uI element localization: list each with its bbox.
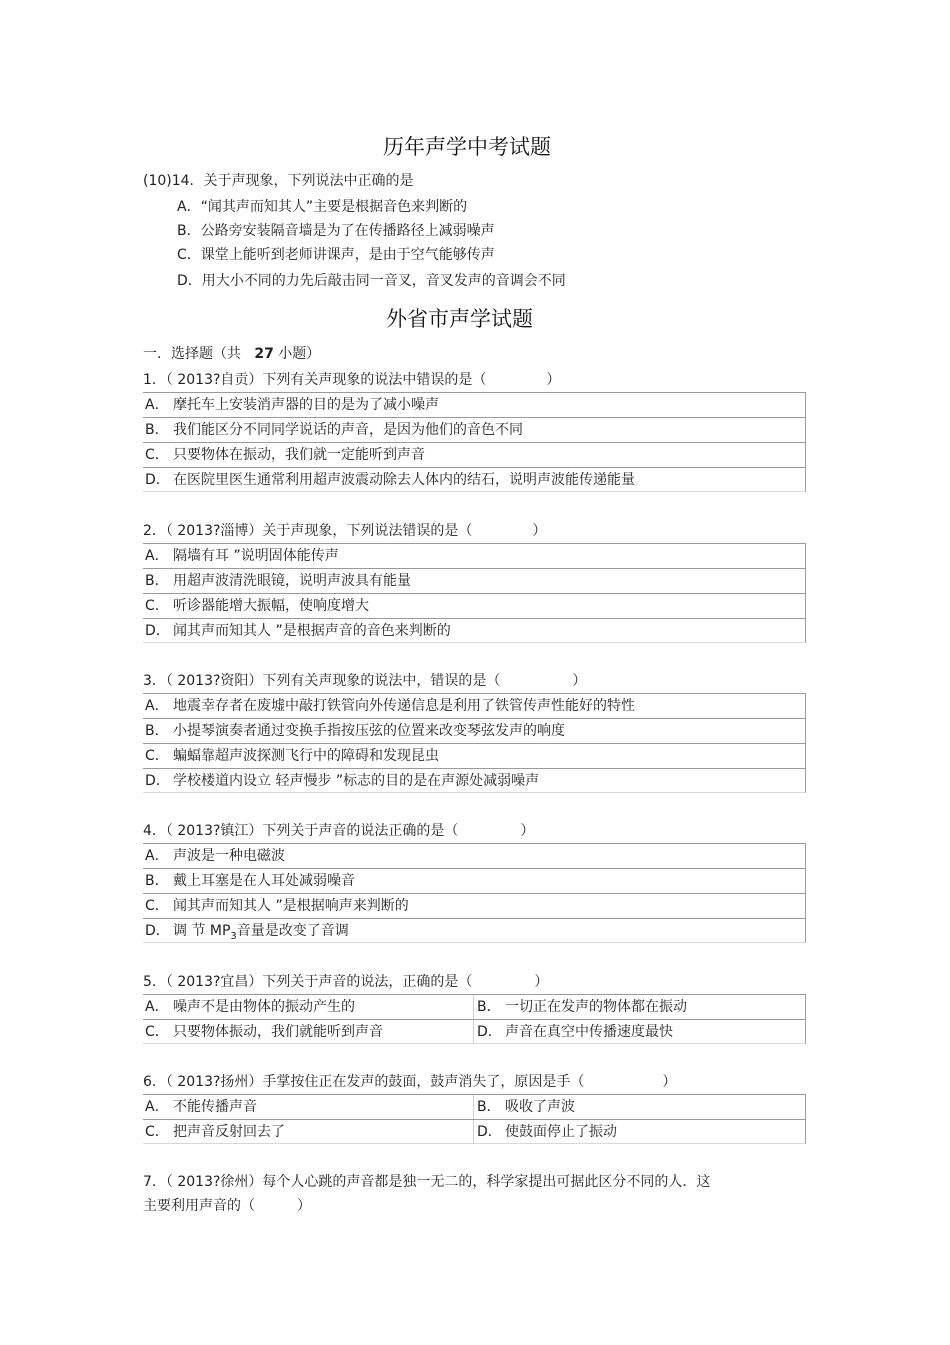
option-row: D． 在医院里医生通常利用超声波震动除去人体内的结石，说明声波能传递能量 [143, 467, 806, 492]
question-1-stem: 1．（ 2013?自贡）下列有关声现象的说法中错误的是（ ） [143, 372, 561, 388]
section-header: 一．选择题（共 27 小题） [143, 346, 321, 362]
question-6-stem: 6．（ 2013?扬州）手掌按住正在发声的鼓面，鼓声消失了，原因是手（ ） [143, 1074, 677, 1090]
question-2-stem: 2．（ 2013?淄博）关于声现象，下列说法错误的是（ ） [143, 523, 547, 539]
option-row: A． 摩托车上安装消声器的目的是为了减小噪声 [143, 392, 806, 417]
page-title: 历年声学中考试题 [383, 135, 551, 159]
option-row: A． 不能传播声音 B． 吸收了声波 [143, 1094, 806, 1119]
option-row: B． 戴上耳塞是在人耳处减弱噪音 [143, 868, 806, 893]
question-5-stem: 5．（ 2013?宜昌）下列关于声音的说法，正确的是（ ） [143, 974, 549, 990]
question-6-options [143, 1094, 806, 1144]
intro-option-a: A．“闻其声而知其人”主要是根据音色来判断的 [177, 199, 468, 215]
option-row: D． 闻其声而知其人 ”是根据声音的音色来判断的 [143, 618, 806, 643]
intro-option-b: B．公路旁安装隔音墙是为了在传播路径上减弱噪声 [177, 223, 495, 239]
option-row: A． 噪声不是由物体的振动产生的 B． 一切正在发声的物体都在振动 [143, 994, 806, 1019]
question-2-options [143, 543, 806, 643]
option-row: C． 把声音反射回去了 D． 使鼓面停止了振动 [143, 1119, 806, 1144]
option-row: C． 只要物体在振动，我们就一定能听到声音 [143, 442, 806, 467]
option-row: D． 调 节 $MP_3$音量是改变了音调 [143, 918, 806, 943]
option-row: B． 用超声波清洗眼镜，说明声波具有能量 [143, 568, 806, 593]
option-row: C． 蝙蝠靠超声波探测飞行中的障碍和发现昆虫 [143, 743, 806, 768]
intro-option-c: C．课堂上能听到老师讲课声，是由于空气能够传声 [177, 247, 495, 263]
option-row: B． 我们能区分不同同学说话的声音，是因为他们的音色不同 [143, 417, 806, 442]
question-3-stem: 3．（ 2013?资阳）下列有关声现象的说法中，错误的是（ ） [143, 673, 587, 689]
question-7-stem-line2: 主要利用声音的（ ） [143, 1198, 311, 1214]
section-title: 外省市声学试题 [386, 307, 533, 331]
question-1-options [143, 392, 806, 492]
option-row: C． 只要物体振动，我们就能听到声音 D． 声音在真空中传播速度最快 [143, 1019, 806, 1044]
intro-option-d: D．用大小不同的力先后敲击同一音叉，音叉发声的音调会不同 [177, 273, 566, 289]
question-4-stem: 4．（ 2013?镇江）下列关于声音的说法正确的是（ ） [143, 823, 535, 839]
option-row: D． 学校楼道内设立 轻声慢步 ”标志的目的是在声源处减弱噪声 [143, 768, 806, 793]
option-row: A． 声波是一种电磁波 [143, 843, 806, 868]
question-3-options [143, 693, 806, 793]
question-4-options [143, 843, 806, 943]
question-7-stem-line1: 7．（ 2013?徐州）每个人心跳的声音都是独一无二的，科学家提出可据此区分不同的人．这 [143, 1174, 711, 1190]
option-row: B． 小提琴演奏者通过变换手指按压弦的位置来改变琴弦发声的响度 [143, 718, 806, 743]
question-5-options [143, 994, 806, 1044]
option-row: A． 隔墙有耳 ”说明固体能传声 [143, 543, 806, 568]
option-row: A． 地震幸存者在废墟中敲打铁管向外传递信息是利用了铁管传声性能好的特性 [143, 693, 806, 718]
intro-question-stem: (10)14．关于声现象，下列说法中正确的是 [143, 173, 414, 189]
option-row: C． 听诊器能增大振幅，使响度增大 [143, 593, 806, 618]
option-row: C． 闻其声而知其人 ”是根据响声来判断的 [143, 893, 806, 918]
